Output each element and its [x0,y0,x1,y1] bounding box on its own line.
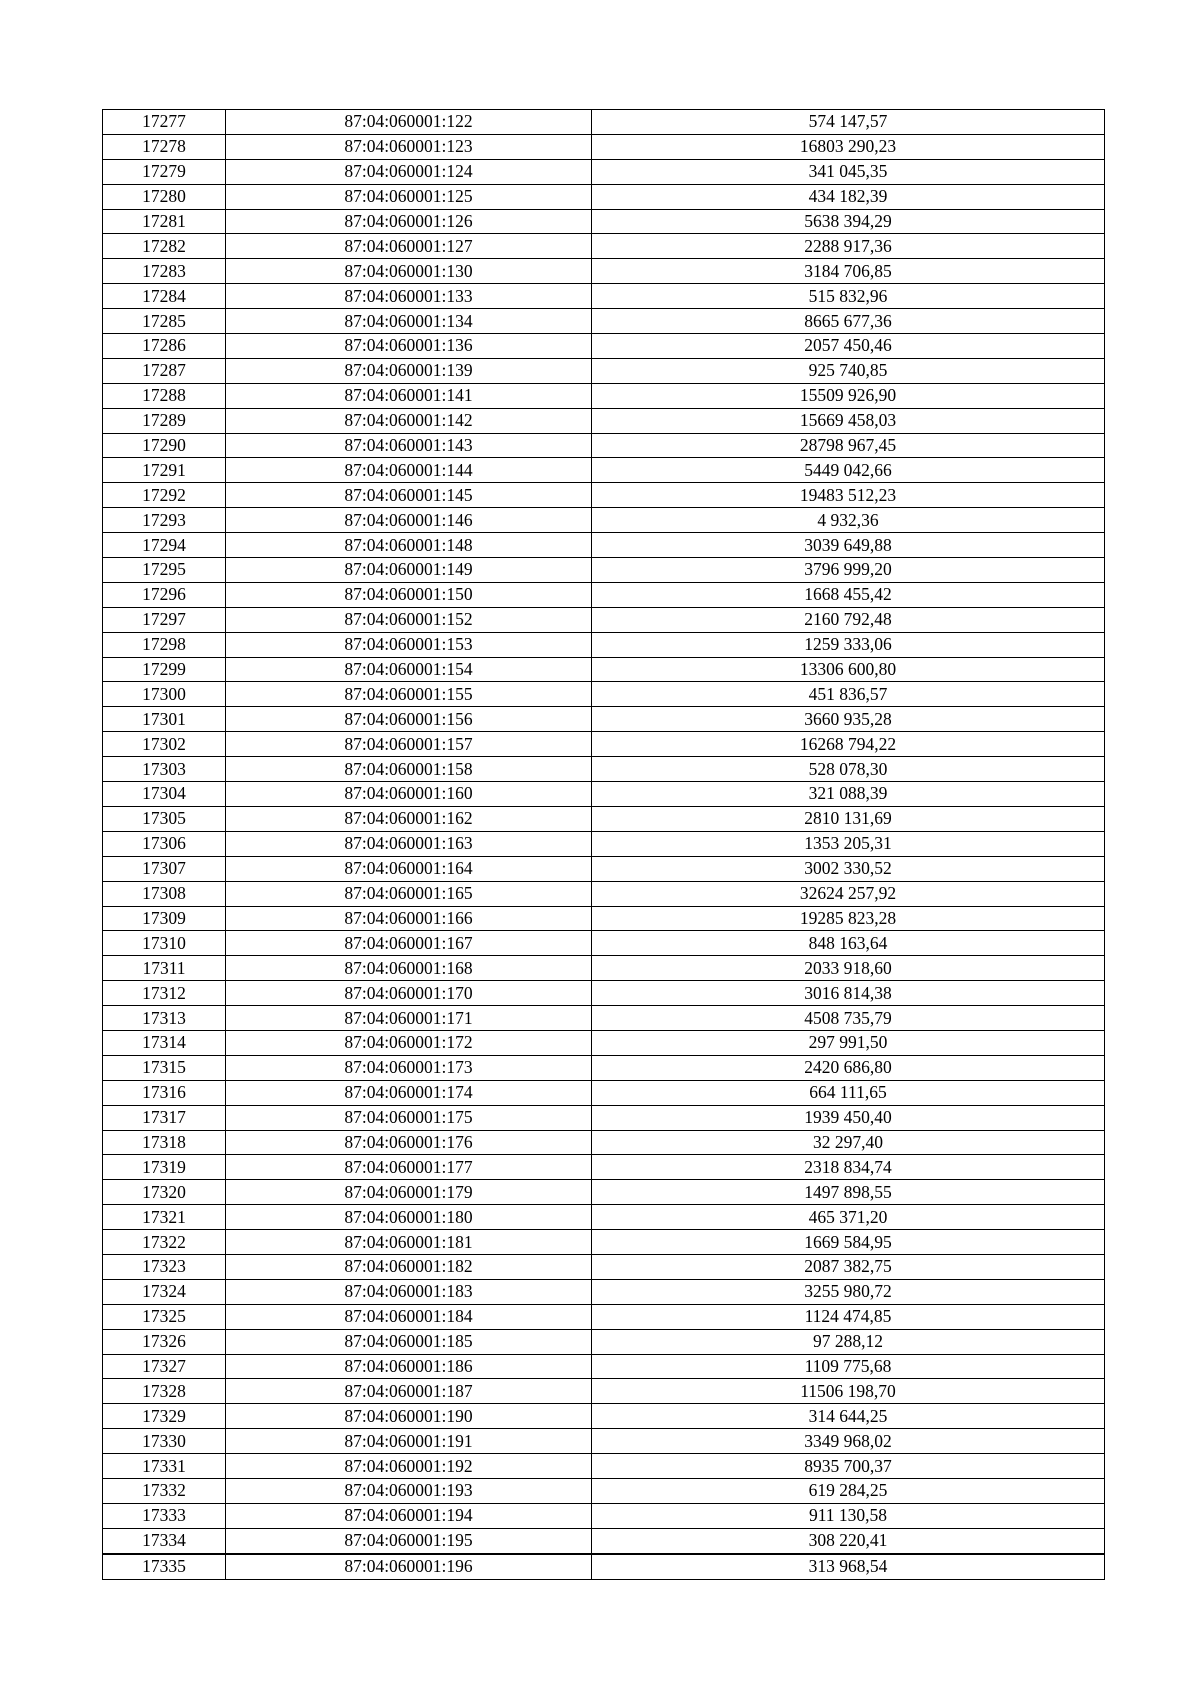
row-number-cell: 17312 [103,981,226,1006]
row-number-cell: 17311 [103,956,226,981]
cadastral-number-cell: 87:04:060001:185 [226,1329,592,1354]
row-number-cell: 17290 [103,433,226,458]
cadastral-value-cell: 97 288,12 [592,1329,1105,1354]
cadastral-number-cell: 87:04:060001:171 [226,1006,592,1031]
cadastral-number-cell: 87:04:060001:192 [226,1454,592,1479]
cadastral-value-cell: 848 163,64 [592,931,1105,956]
table-row [103,483,1105,508]
row-number-cell: 17296 [103,582,226,607]
cadastral-number-cell: 87:04:060001:186 [226,1354,592,1379]
row-number-cell: 17320 [103,1180,226,1205]
cadastral-number-cell: 87:04:060001:177 [226,1155,592,1180]
cadastral-number-cell: 87:04:060001:196 [226,1554,592,1579]
cadastral-value-cell: 1497 898,55 [592,1180,1105,1205]
cadastral-number-cell: 87:04:060001:136 [226,334,592,359]
cadastral-value-cell: 2057 450,46 [592,334,1105,359]
table-row [103,757,1105,782]
cadastral-value-cell: 3039 649,88 [592,533,1105,558]
table-row [103,881,1105,906]
cadastral-number-cell: 87:04:060001:153 [226,632,592,657]
cadastral-value-cell: 8665 677,36 [592,309,1105,334]
row-number-cell: 17302 [103,732,226,757]
table-row [103,906,1105,931]
cadastral-number-cell: 87:04:060001:152 [226,607,592,632]
cadastral-number-cell: 87:04:060001:164 [226,856,592,881]
row-number-cell: 17300 [103,682,226,707]
table-body [103,110,1105,1580]
cadastral-number-cell: 87:04:060001:133 [226,284,592,309]
table-row [103,1304,1105,1329]
row-number-cell: 17294 [103,533,226,558]
cadastral-number-cell: 87:04:060001:134 [226,309,592,334]
cadastral-number-cell: 87:04:060001:130 [226,259,592,284]
row-number-cell: 17277 [103,110,226,135]
cadastral-value-cell: 13306 600,80 [592,657,1105,682]
table-row [103,856,1105,881]
cadastral-number-cell: 87:04:060001:187 [226,1379,592,1404]
row-number-cell: 17285 [103,309,226,334]
cadastral-number-cell: 87:04:060001:193 [226,1478,592,1503]
cadastral-number-cell: 87:04:060001:160 [226,782,592,807]
cadastral-number-cell: 87:04:060001:194 [226,1503,592,1528]
row-number-cell: 17332 [103,1478,226,1503]
table-row [103,956,1105,981]
cadastral-value-cell: 1668 455,42 [592,582,1105,607]
cadastral-number-cell: 87:04:060001:126 [226,209,592,234]
row-number-cell: 17331 [103,1454,226,1479]
table-row [103,1379,1105,1404]
cadastral-value-cell: 1939 450,40 [592,1105,1105,1130]
row-number-cell: 17313 [103,1006,226,1031]
cadastral-number-cell: 87:04:060001:149 [226,558,592,583]
cadastral-value-cell: 16268 794,22 [592,732,1105,757]
row-number-cell: 17325 [103,1304,226,1329]
row-number-cell: 17321 [103,1205,226,1230]
table-row [103,110,1105,135]
row-number-cell: 17315 [103,1055,226,1080]
cadastral-value-cell: 4508 735,79 [592,1006,1105,1031]
row-number-cell: 17310 [103,931,226,956]
cadastral-value-cell: 574 147,57 [592,110,1105,135]
cadastral-value-cell: 528 078,30 [592,757,1105,782]
row-number-cell: 17281 [103,209,226,234]
row-number-cell: 17309 [103,906,226,931]
table-row [103,1105,1105,1130]
cadastral-number-cell: 87:04:060001:191 [226,1429,592,1454]
table-row [103,1478,1105,1503]
cadastral-number-cell: 87:04:060001:141 [226,383,592,408]
table-row [103,931,1105,956]
row-number-cell: 17308 [103,881,226,906]
row-number-cell: 17330 [103,1429,226,1454]
cadastral-value-cell: 4 932,36 [592,508,1105,533]
cadastral-value-cell: 2033 918,60 [592,956,1105,981]
cadastral-number-cell: 87:04:060001:170 [226,981,592,1006]
cadastral-value-cell: 1124 474,85 [592,1304,1105,1329]
cadastral-number-cell: 87:04:060001:175 [226,1105,592,1130]
table-row [103,558,1105,583]
cadastral-value-cell: 5449 042,66 [592,458,1105,483]
cadastral-number-cell: 87:04:060001:163 [226,831,592,856]
row-number-cell: 17286 [103,334,226,359]
cadastral-number-cell: 87:04:060001:155 [226,682,592,707]
cadastral-value-cell: 2318 834,74 [592,1155,1105,1180]
cadastral-value-table [102,109,1105,1580]
table-row [103,508,1105,533]
cadastral-number-cell: 87:04:060001:182 [226,1254,592,1279]
table-row [103,782,1105,807]
cadastral-value-cell: 2810 131,69 [592,806,1105,831]
table-row [103,1279,1105,1304]
cadastral-number-cell: 87:04:060001:181 [226,1230,592,1255]
row-number-cell: 17279 [103,159,226,184]
cadastral-number-cell: 87:04:060001:123 [226,134,592,159]
cadastral-number-cell: 87:04:060001:173 [226,1055,592,1080]
cadastral-value-cell: 2420 686,80 [592,1055,1105,1080]
cadastral-number-cell: 87:04:060001:124 [226,159,592,184]
table-row [103,1429,1105,1454]
row-number-cell: 17307 [103,856,226,881]
table-row [103,1329,1105,1354]
table-row [103,1454,1105,1479]
cadastral-number-cell: 87:04:060001:127 [226,234,592,259]
row-number-cell: 17316 [103,1080,226,1105]
table-row [103,1130,1105,1155]
row-number-cell: 17291 [103,458,226,483]
row-number-cell: 17284 [103,284,226,309]
row-number-cell: 17318 [103,1130,226,1155]
cadastral-value-cell: 925 740,85 [592,358,1105,383]
row-number-cell: 17298 [103,632,226,657]
cadastral-value-cell: 1669 584,95 [592,1230,1105,1255]
cadastral-value-cell: 1353 205,31 [592,831,1105,856]
cadastral-number-cell: 87:04:060001:190 [226,1404,592,1429]
cadastral-number-cell: 87:04:060001:145 [226,483,592,508]
table-row [103,607,1105,632]
table-row [103,1503,1105,1528]
table-row [103,732,1105,757]
row-number-cell: 17305 [103,806,226,831]
cadastral-number-cell: 87:04:060001:144 [226,458,592,483]
cadastral-value-cell: 2087 382,75 [592,1254,1105,1279]
cadastral-value-cell: 2160 792,48 [592,607,1105,632]
row-number-cell: 17304 [103,782,226,807]
table-row [103,1155,1105,1180]
table-row [103,981,1105,1006]
cadastral-value-cell: 434 182,39 [592,184,1105,209]
cadastral-number-cell: 87:04:060001:166 [226,906,592,931]
table-row [103,1254,1105,1279]
cadastral-value-cell: 16803 290,23 [592,134,1105,159]
cadastral-number-cell: 87:04:060001:122 [226,110,592,135]
cadastral-number-cell: 87:04:060001:156 [226,707,592,732]
row-number-cell: 17324 [103,1279,226,1304]
cadastral-number-cell: 87:04:060001:150 [226,582,592,607]
cadastral-value-cell: 11506 198,70 [592,1379,1105,1404]
cadastral-value-cell: 3002 330,52 [592,856,1105,881]
cadastral-value-cell: 341 045,35 [592,159,1105,184]
table-row [103,1030,1105,1055]
cadastral-value-cell: 911 130,58 [592,1503,1105,1528]
row-number-cell: 17297 [103,607,226,632]
cadastral-value-cell: 515 832,96 [592,284,1105,309]
table-row [103,1404,1105,1429]
cadastral-value-cell: 28798 967,45 [592,433,1105,458]
table-row [103,1528,1105,1553]
row-number-cell: 17282 [103,234,226,259]
table-row [103,533,1105,558]
cadastral-number-cell: 87:04:060001:139 [226,358,592,383]
row-number-cell: 17293 [103,508,226,533]
row-number-cell: 17323 [103,1254,226,1279]
row-number-cell: 17328 [103,1379,226,1404]
cadastral-number-cell: 87:04:060001:179 [226,1180,592,1205]
cadastral-value-cell: 308 220,41 [592,1528,1105,1553]
row-number-cell: 17283 [103,259,226,284]
cadastral-value-cell: 32 297,40 [592,1130,1105,1155]
cadastral-value-cell: 1259 333,06 [592,632,1105,657]
row-number-cell: 17322 [103,1230,226,1255]
row-number-cell: 17301 [103,707,226,732]
table-row [103,259,1105,284]
row-number-cell: 17335 [103,1554,226,1579]
cadastral-number-cell: 87:04:060001:162 [226,806,592,831]
table-row [103,1006,1105,1031]
cadastral-value-cell: 2288 917,36 [592,234,1105,259]
table-row [103,1080,1105,1105]
cadastral-number-cell: 87:04:060001:168 [226,956,592,981]
table-row [103,383,1105,408]
cadastral-number-cell: 87:04:060001:167 [226,931,592,956]
cadastral-number-cell: 87:04:060001:176 [226,1130,592,1155]
row-number-cell: 17295 [103,558,226,583]
cadastral-value-cell: 321 088,39 [592,782,1105,807]
table-row [103,309,1105,334]
cadastral-number-cell: 87:04:060001:143 [226,433,592,458]
cadastral-number-cell: 87:04:060001:174 [226,1080,592,1105]
row-number-cell: 17326 [103,1329,226,1354]
row-number-cell: 17299 [103,657,226,682]
row-number-cell: 17333 [103,1503,226,1528]
row-number-cell: 17314 [103,1030,226,1055]
table-row [103,209,1105,234]
table-row [103,707,1105,732]
cadastral-number-cell: 87:04:060001:172 [226,1030,592,1055]
table-row [103,657,1105,682]
row-number-cell: 17278 [103,134,226,159]
table-row [103,1205,1105,1230]
table-row [103,408,1105,433]
table-row [103,358,1105,383]
cadastral-value-cell: 1109 775,68 [592,1354,1105,1379]
table-row [103,831,1105,856]
cadastral-number-cell: 87:04:060001:125 [226,184,592,209]
row-number-cell: 17327 [103,1354,226,1379]
cadastral-number-cell: 87:04:060001:180 [226,1205,592,1230]
cadastral-value-cell: 664 111,65 [592,1080,1105,1105]
cadastral-number-cell: 87:04:060001:184 [226,1304,592,1329]
row-number-cell: 17317 [103,1105,226,1130]
cadastral-value-cell: 3349 968,02 [592,1429,1105,1454]
cadastral-number-cell: 87:04:060001:158 [226,757,592,782]
table-row [103,134,1105,159]
cadastral-value-cell: 465 371,20 [592,1205,1105,1230]
table-row [103,682,1105,707]
row-number-cell: 17319 [103,1155,226,1180]
table-row [103,806,1105,831]
table-row [103,1055,1105,1080]
row-number-cell: 17334 [103,1528,226,1553]
cadastral-value-cell: 32624 257,92 [592,881,1105,906]
cadastral-value-cell: 313 968,54 [592,1554,1105,1579]
table-row [103,284,1105,309]
table-row [103,184,1105,209]
cadastral-value-cell: 3796 999,20 [592,558,1105,583]
cadastral-value-cell: 451 836,57 [592,682,1105,707]
table-row [103,234,1105,259]
cadastral-value-cell: 3184 706,85 [592,259,1105,284]
cadastral-number-cell: 87:04:060001:146 [226,508,592,533]
cadastral-value-cell: 19483 512,23 [592,483,1105,508]
row-number-cell: 17287 [103,358,226,383]
cadastral-value-cell: 297 991,50 [592,1030,1105,1055]
table-row [103,433,1105,458]
table-row [103,632,1105,657]
row-number-cell: 17280 [103,184,226,209]
table-row [103,1180,1105,1205]
cadastral-value-cell: 619 284,25 [592,1478,1105,1503]
cadastral-value-cell: 314 644,25 [592,1404,1105,1429]
cadastral-value-cell: 3255 980,72 [592,1279,1105,1304]
cadastral-value-cell: 15669 458,03 [592,408,1105,433]
cadastral-number-cell: 87:04:060001:148 [226,533,592,558]
row-number-cell: 17288 [103,383,226,408]
row-number-cell: 17289 [103,408,226,433]
table-row [103,1554,1105,1579]
table-row [103,334,1105,359]
table-row [103,582,1105,607]
cadastral-number-cell: 87:04:060001:165 [226,881,592,906]
cadastral-value-cell: 8935 700,37 [592,1454,1105,1479]
table-row [103,458,1105,483]
cadastral-value-cell: 5638 394,29 [592,209,1105,234]
cadastral-number-cell: 87:04:060001:183 [226,1279,592,1304]
cadastral-number-cell: 87:04:060001:195 [226,1528,592,1553]
cadastral-value-cell: 19285 823,28 [592,906,1105,931]
cadastral-number-cell: 87:04:060001:157 [226,732,592,757]
table-row [103,1354,1105,1379]
cadastral-number-cell: 87:04:060001:154 [226,657,592,682]
cadastral-value-cell: 3660 935,28 [592,707,1105,732]
table-row [103,1230,1105,1255]
table-row [103,159,1105,184]
row-number-cell: 17292 [103,483,226,508]
cadastral-value-cell: 15509 926,90 [592,383,1105,408]
row-number-cell: 17303 [103,757,226,782]
cadastral-value-cell: 3016 814,38 [592,981,1105,1006]
cadastral-number-cell: 87:04:060001:142 [226,408,592,433]
row-number-cell: 17329 [103,1404,226,1429]
row-number-cell: 17306 [103,831,226,856]
